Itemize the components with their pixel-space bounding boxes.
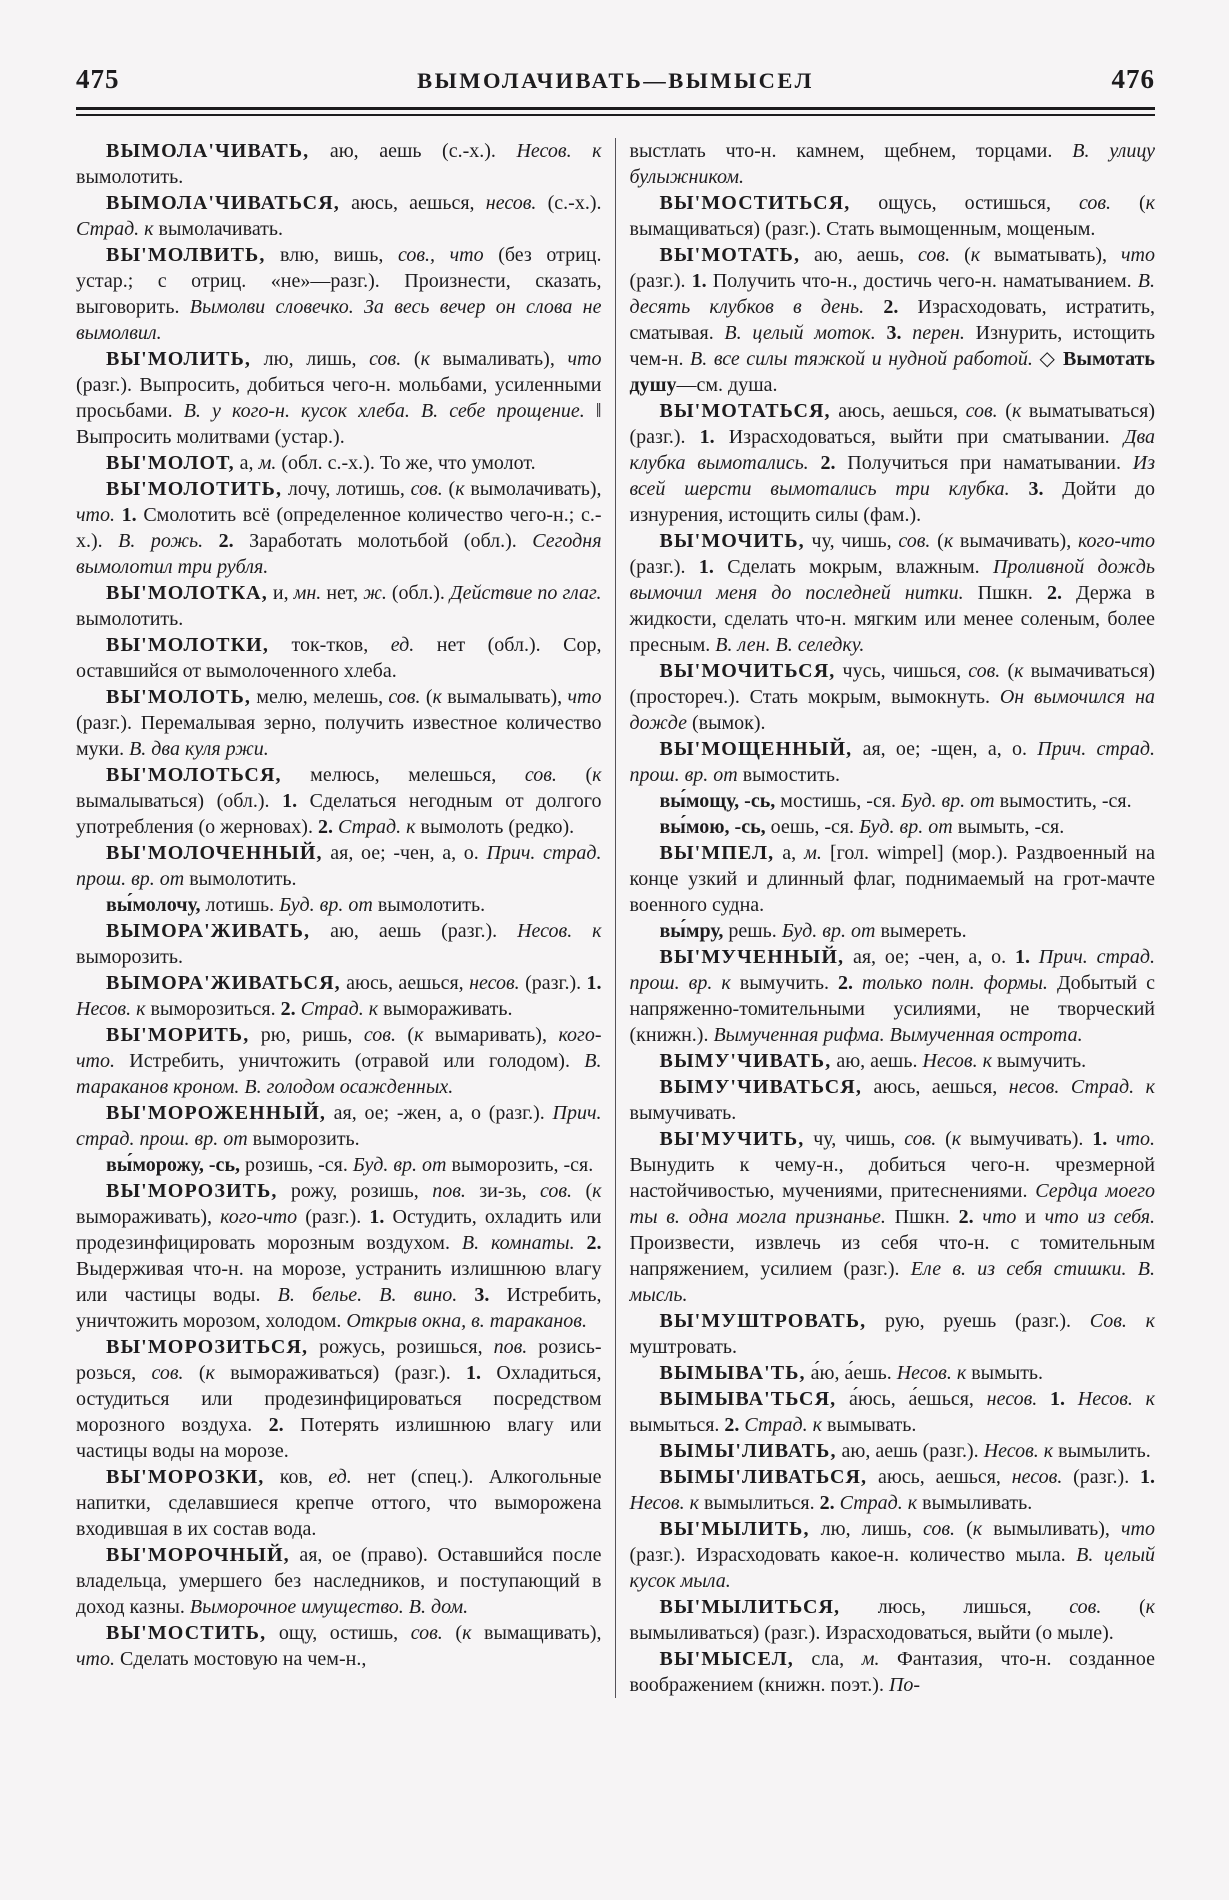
header-rule xyxy=(76,107,1155,116)
dictionary-entry: ВЫМУ'ЧИВАТЬСЯ, аюсь, аешься, несов. Страд. к вымучивать. xyxy=(629,1076,1156,1124)
dictionary-entry: ВЫ'МОРИТЬ, рю, ришь, сов. (к вымаривать), кого-что. Истребить, уничтожить (отравой или голодом). В. тараканов кроном. В. голодом осажденных. xyxy=(76,1024,602,1098)
dictionary-entry: ВЫМЫ'ЛИВАТЬ, аю, аешь (разг.). Несов. к вымылить. xyxy=(659,1440,1151,1462)
dictionary-entry: выстлать что-н. камнем, щебнем, торцами. В. улицу булыжником. xyxy=(629,140,1156,188)
dictionary-entry: вы́молочу, лотишь. Буд. вр. от вымолотить. xyxy=(106,894,486,916)
running-head xyxy=(76,64,1155,95)
dictionary-entry: вы́мощу, -сь, мостишь, -ся. Буд. вр. от вымостить, -ся. xyxy=(659,790,1132,812)
dictionary-entry: ВЫ'МОЛОТКА, и, мн. нет, ж. (обл.). Действие по глаг. вымолотить. xyxy=(76,582,602,630)
dictionary-entry: ВЫ'МЫСЕЛ, сла, м. Фантазия, что-н. созданное воображением (книжн. поэт.). По- xyxy=(629,1648,1155,1696)
dictionary-entry: ВЫ'МОРОЗКИ, ков, ед. нет (спец.). Алкогольные напитки, сделавшиеся крепче оттого, что выморожена входившая в их состав вода. xyxy=(76,1466,602,1540)
dictionary-entry: ВЫМЫВА'ТЬ, а́ю, а́ешь. Несов. к вымыть. xyxy=(659,1362,1044,1384)
dictionary-entry: ВЫ'МОРОЧНЫЙ, ая, ое (право). Оставшийся после владельца, умершего без наследников, и поступающий в доход казны. Выморочное имущество. В. дом. xyxy=(76,1544,602,1618)
dictionary-entry: вы́морожу, -сь, розишь, -ся. Буд. вр. от выморозить, -ся. xyxy=(106,1154,594,1176)
dictionary-entry: ВЫ'МОСТИТЬСЯ, ощусь, остишься, сов. (к вымащиваться) (разг.). Стать вымощенным, мощеным. xyxy=(629,192,1155,240)
dictionary-entry: ВЫМЫ'ЛИВАТЬСЯ, аюсь, аешься, несов. (разг.). 1. Несов. к вымылиться. 2. Страд. к вымыливать. xyxy=(629,1466,1156,1514)
dictionary-entry: ВЫ'МОТАТЬ, аю, аешь, сов. (к выматывать), что (разг.). 1. Получить что-н., достичь чего-н. наматыванием. В. десять клубков в день. 2. Израсходовать, истратить, сматывая. В. целый моток. 3. перен. Изнурить, истощить чем-н. В. все силы тяжкой и нудной работой. ◇ Вымотать душу—см. душа. xyxy=(629,244,1156,396)
dictionary-entry: ВЫ'МУШТРОВАТЬ, рую, руешь (разг.). Сов. к муштровать. xyxy=(629,1310,1156,1358)
dictionary-entry: ВЫМОЛА'ЧИВАТЬСЯ, аюсь, аешься, несов. (с.-х.). Страд. к вымолачивать. xyxy=(76,192,602,240)
running-title: ВЫМОЛАЧИВАТЬ—ВЫМЫСЕЛ xyxy=(417,68,814,93)
dictionary-entry: ВЫМУ'ЧИВАТЬ, аю, аешь. Несов. к вымучить. xyxy=(659,1050,1087,1072)
dictionary-entry: ВЫ'МОЧИТЬСЯ, чусь, чишься, сов. (к вымачиваться) (простореч.). Стать мокрым, вымокнуть. Он вымочился на дожде (вымок). xyxy=(629,660,1155,734)
dictionary-entry: ВЫ'МОЛОТЬ, мелю, мелешь, сов. (к вымалывать), что (разг.). Перемалывая зерно, получить известное количество муки. В. два куля ржи. xyxy=(76,686,602,760)
dictionary-entry: ВЫМОРА'ЖИВАТЬ, аю, аешь (разг.). Несов. к выморозить. xyxy=(76,920,602,968)
dictionary-entry: ВЫМОЛА'ЧИВАТЬ, аю, аешь (с.-х.). Несов. к вымолотить. xyxy=(76,140,602,188)
right-page-number: 476 xyxy=(1111,64,1155,94)
dictionary-entry: ВЫ'МОРОЗИТЬ, рожу, розишь, пов. зи-зь, сов. (к вымораживать), кого-что (разг.). 1. Остудить, охладить или продезинфицировать морозным воздухом. В. комнаты. 2. Выдерживая что-н. на морозе, устранить излишнюю влагу или частицы воды. В. белье. В. вино. 3. Истребить, уничтожить морозом, холодом. Открыв окна, в. тараканов. xyxy=(76,1180,602,1332)
dictionary-entry: ВЫ'МУЧЕННЫЙ, ая, ое; -чен, а, о. 1. Прич. страд. прош. вр. к вымучить. 2. только полн. формы. Добытый с напряженно-томительными усилиями, не творческий (книжн.). Вымученная рифма. Вымученная острота. xyxy=(629,946,1156,1046)
left-column xyxy=(76,138,616,1698)
dictionary-entry: ВЫ'МОРОЖЕННЫЙ, ая, ое; -жен, а, о (разг.). Прич. страд. прош. вр. от выморозить. xyxy=(76,1102,602,1150)
dictionary-entry: ВЫ'МЫЛИТЬСЯ, люсь, лишься, сов. (к вымыливаться) (разг.). Израсходоваться, выйти (о мыле). xyxy=(629,1596,1155,1644)
dictionary-entry: ВЫ'МОСТИТЬ, ощу, остишь, сов. (к вымащивать), что. Сделать мостовую на чем-н., xyxy=(76,1622,602,1670)
dictionary-entry: ВЫ'МОРОЗИТЬСЯ, рожусь, розишься, пов. розись-розься, сов. (к вымораживаться) (разг.). 1. Охладиться, остудиться или продезинфицироваться посредством морозного воздуха. 2. Потерять излишнюю влагу или частицы воды на морозе. xyxy=(76,1336,602,1462)
left-page-number: 475 xyxy=(76,64,120,94)
dictionary-entry: вы́мру, решь. Буд. вр. от вымереть. xyxy=(659,920,967,942)
dictionary-entry: ВЫ'МОТАТЬСЯ, аюсь, аешься, сов. (к выматываться) (разг.). 1. Израсходоваться, выйти при сматывании. Два клубка вымотались. 2. Получиться при наматывании. Из всей шерсти вымотались три клубка. 3. Дойти до изнурения, истощить силы (фам.). xyxy=(629,400,1156,526)
dictionary-entry: ВЫ'МОЛВИТЬ, влю, вишь, сов., что (без отриц. устар.; с отриц. «не»—разг.). Произнести, сказать, выговорить. Вымолви словечко. За весь вечер он слова не вымолвил. xyxy=(76,244,602,344)
dictionary-entry: вы́мою, -сь, оешь, -ся. Буд. вр. от вымыть, -ся. xyxy=(659,816,1065,838)
dictionary-entry: ВЫМОРА'ЖИВАТЬСЯ, аюсь, аешься, несов. (разг.). 1. Несов. к выморозиться. 2. Страд. к вымораживать. xyxy=(76,972,602,1020)
dictionary-entry: ВЫ'МОЛОЧЕННЫЙ, ая, ое; -чен, а, о. Прич. страд. прош. вр. от вымолотить. xyxy=(76,842,602,890)
dictionary-entry: ВЫ'МОЩЕННЫЙ, ая, ое; -щен, а, о. Прич. страд. прош. вр. от вымостить. xyxy=(629,738,1155,786)
dictionary-entry: ВЫ'МЫЛИТЬ, лю, лишь, сов. (к вымыливать), что (разг.). Израсходовать какое-н. количество мыла. В. целый кусок мыла. xyxy=(629,1518,1156,1592)
text-columns xyxy=(76,138,1155,1698)
dictionary-entry: ВЫ'МОЛОТЬСЯ, мелюсь, мелешься, сов. (к вымалываться) (обл.). 1. Сделаться негодным от долгого употребления (о жерновах). 2. Страд. к вымолоть (редко). xyxy=(76,764,602,838)
dictionary-entry: ВЫ'МУЧИТЬ, чу, чишь, сов. (к вымучивать). 1. что. Вынудить к чему-н., добиться чего-н. чрезмерной настойчивостью, мучениями, притеснениями. Сердца моего ты в. одна могла признанье. Пшкн. 2. что и что из себя. Произвести, извлечь из себя что-н. с томительным напряжением, усилием (разг.). Еле в. из себя стишки. В. мысль. xyxy=(629,1128,1156,1306)
dictionary-entry: ВЫ'МОЛОТКИ, ток-тков, ед. нет (обл.). Сор, оставшийся от вымолоченного хлеба. xyxy=(76,634,602,682)
dictionary-entry: ВЫ'МОЛИТЬ, лю, лишь, сов. (к вымаливать), что (разг.). Выпросить, добиться чего-н. мольбами, усиленными просьбами. В. у кого-н. кусок хлеба. В. себе прощение. ‖ Выпросить молитвами (устар.). xyxy=(76,348,602,448)
right-column xyxy=(616,138,1156,1698)
dictionary-entry: ВЫ'МПЕЛ, а, м. [гол. wimpel] (мор.). Раздвоенный на конце узкий и длинный флаг, поднимаемый на грот-мачте военного судна. xyxy=(629,842,1155,916)
dictionary-entry: ВЫ'МОЧИТЬ, чу, чишь, сов. (к вымачивать), кого-что (разг.). 1. Сделать мокрым, влажным. Проливной дождь вымочил меня до последней нитки. Пшкн. 2. Держа в жидкости, сделать что-н. мягким или менее соленым, более пресным. В. лен. В. селедку. xyxy=(629,530,1155,656)
dictionary-entry: ВЫ'МОЛОТИТЬ, лочу, лотишь, сов. (к вымолачивать), что. 1. Смолотить всё (определенное количество чего-н.; с.-х.). В. рожь. 2. Заработать молотьбой (обл.). Сегодня вымолотил три рубля. xyxy=(76,478,602,578)
dictionary-entry: ВЫМЫВА'ТЬСЯ, а́юсь, а́ешься, несов. 1. Несов. к вымыться. 2. Страд. к вымывать. xyxy=(629,1388,1155,1436)
dictionary-entry: ВЫ'МОЛОТ, а, м. (обл. с.-х.). То же, что умолот. xyxy=(106,452,536,474)
